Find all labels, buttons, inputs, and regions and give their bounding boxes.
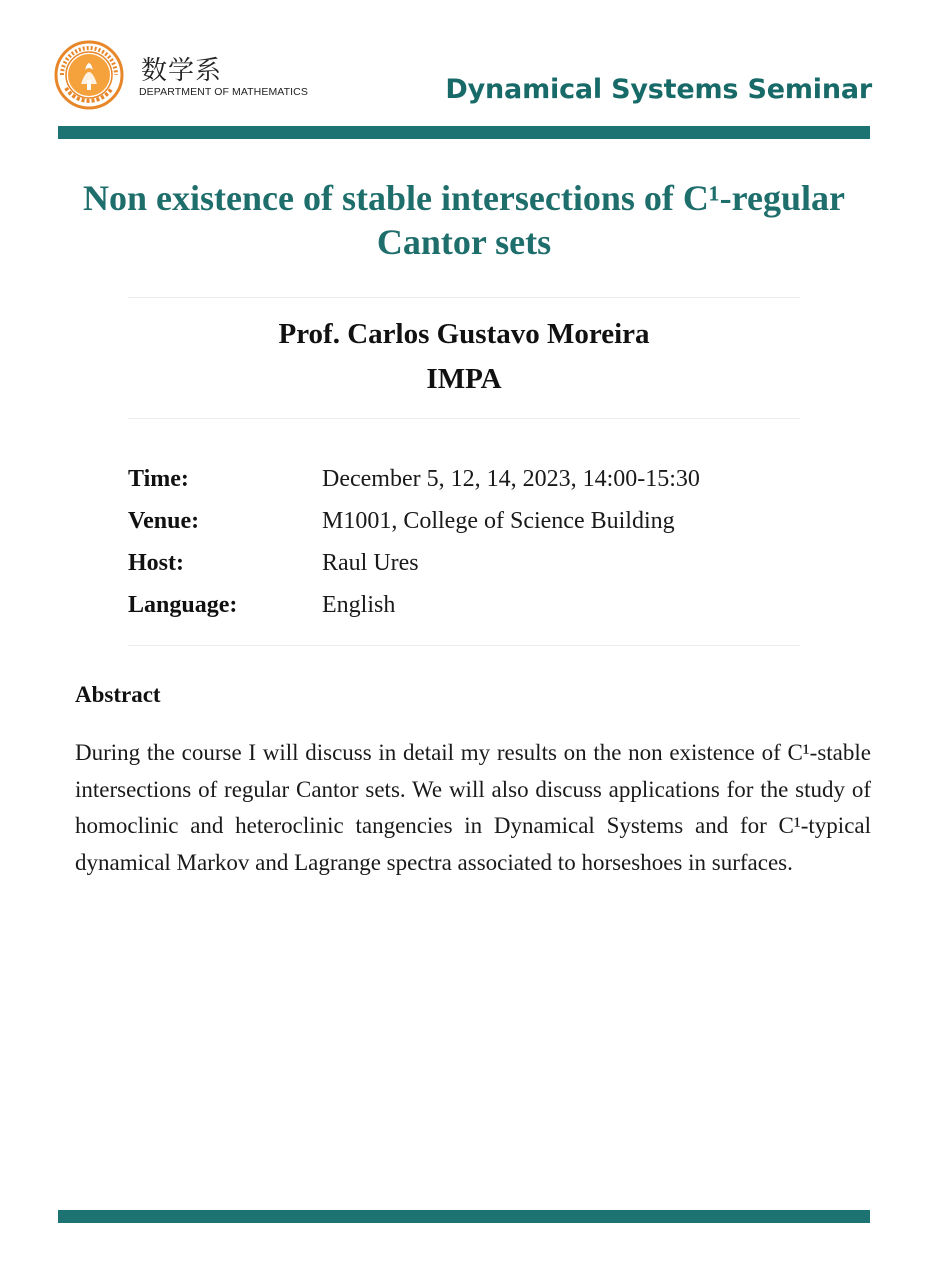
section-divider — [128, 645, 800, 646]
detail-label: Time: — [128, 465, 189, 492]
talk-details — [128, 458, 700, 626]
seminar-title: Dynamical Systems Seminar — [445, 74, 872, 105]
detail-row-host — [128, 542, 700, 584]
detail-row-venue — [128, 500, 700, 542]
abstract-text: During the course I will discuss in detail my results on the non existence of C¹-stable intersections of regular Cantor sets. We will also discuss applications for the study of homoclinic and heteroclinic tangencies in Dynamical Systems and for C¹-typical dynamical Markov and Lagrange spectra associated to horseshoes in surfaces. — [75, 740, 871, 875]
detail-value: December 5, 12, 14, 2023, 14:00-15:30 — [322, 465, 700, 492]
detail-value: Raul Ures — [322, 549, 419, 576]
speaker-name: Prof. Carlos Gustavo Moreira — [278, 318, 650, 350]
department-name-chinese: 数学系 — [141, 56, 223, 86]
detail-row-time — [128, 458, 700, 500]
talk-title-line-2: Cantor sets — [376, 222, 552, 262]
footer-divider-bar — [58, 1210, 870, 1223]
detail-label: Host: — [128, 549, 184, 576]
detail-row-language — [128, 584, 700, 626]
talk-title-line-1: Non existence of stable intersections of C¹-regular — [83, 178, 845, 218]
section-divider — [128, 418, 800, 419]
department-name-english: DEPARTMENT OF MATHEMATICS — [139, 86, 308, 98]
detail-label: Language: — [128, 591, 238, 618]
university-seal-icon — [54, 40, 124, 110]
abstract-heading: Abstract — [75, 682, 161, 707]
header-divider-bar — [58, 126, 870, 139]
speaker-affiliation: IMPA — [426, 363, 502, 395]
section-divider — [128, 297, 800, 298]
detail-label: Venue: — [128, 507, 200, 534]
detail-value: English — [322, 591, 396, 618]
talk-title — [64, 176, 864, 264]
detail-value: M1001, College of Science Building — [322, 507, 675, 534]
